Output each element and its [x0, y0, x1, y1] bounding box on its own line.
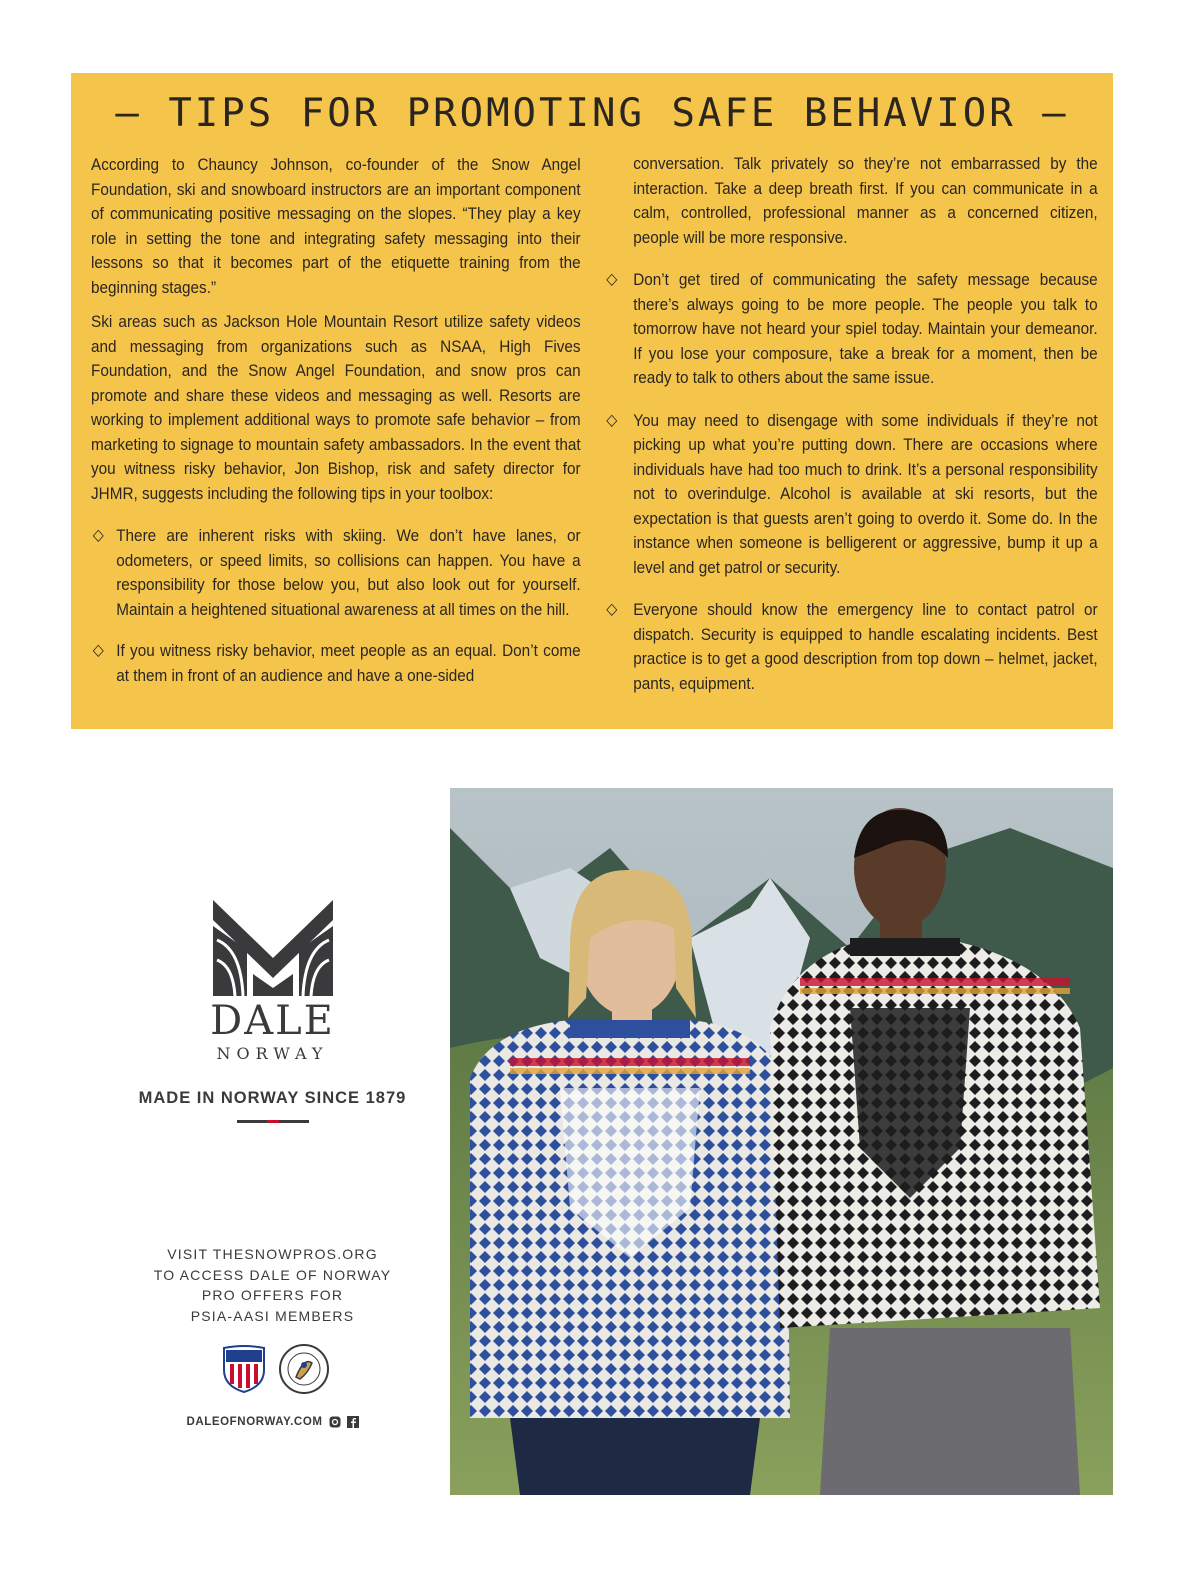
brand-name: DALE — [210, 998, 335, 1044]
offer-line-4: PSIA-AASI MEMBERS — [190, 1307, 355, 1324]
diamond-bullet-icon: ◇ — [92, 642, 104, 659]
tips-title: – TIPS FOR PROMOTING SAFE BEHAVIOR – — [115, 91, 1069, 136]
website-footer — [120, 1416, 425, 1428]
tagline-divider — [120, 1120, 425, 1123]
tips-right-column — [608, 152, 1098, 713]
tip-bullet-3-text: Don’t get tired of communicating the safety message because there’s always going to be more people. The people you talk to tomorrow have not heard your spiel today. Maintain your demeanor. If you lose your composure, take a break for a moment, then be ready to talk to others about the same issue. — [633, 270, 1098, 387]
instagram-icon[interactable] — [329, 1416, 341, 1428]
ad-photo-models-in-sweaters — [450, 788, 1113, 1495]
intro-paragraph-1: According to Chauncy Johnson, co-founder of the Snow Angel Foundation, ski and snowboard instructors are an important component of communicating positive messaging on the slopes. “They play a key role in setting the tone and integrating safety messaging into their lessons so that it becomes part of the etiquette training from the beginning stages.” — [91, 155, 581, 297]
tip-bullet-5-text: Everyone should know the emergency line to contact patrol or dispatch. Security is equipped to handle escalating incidents. Best practice is to get a good description from top down – helmet, jacket, pants, equipment. — [633, 600, 1098, 693]
website-link[interactable]: DALEOFNORWAY.COM — [186, 1416, 323, 1428]
tip-bullet-2-text-start: If you witness risky behavior, meet people as an equal. Don’t come at them in front of an audience and have a one-sided — [116, 641, 581, 685]
facebook-icon[interactable] — [347, 1416, 359, 1428]
tip-bullet-4-text: You may need to disengage with some individuals if they’re not picking up what you’re putting down. There are occasions where individuals have had too much to drink. It’s a personal responsibility not to overindulge. Alcohol is available at ski resorts, but the expectation is that guests aren’t going to overdo it. Some do. In the instance when someone is belligerent or aggressive, bump it up a level and get patrol or security. — [633, 410, 1098, 577]
brand-subtitle: NORWAY — [216, 1044, 329, 1063]
tips-left-column — [91, 153, 581, 688]
diamond-bullet-icon: ◇ — [606, 271, 618, 288]
tip-bullet-2-text-end: conversation. Talk privately so they’re not embarrassed by the interaction. Take a deep breath first. If you can communicate in a calm, controlled, professional manner as a concerned citizen, people will be more responsive. — [633, 154, 1098, 247]
tip-bullet-2 — [91, 639, 581, 688]
tip-bullet-1 — [91, 524, 581, 622]
brand-tagline: MADE IN NORWAY SINCE 1879 — [138, 1089, 407, 1107]
psia-shield-icon — [220, 1344, 268, 1394]
tip-bullet-4 — [608, 409, 1098, 581]
tip-bullet-3 — [608, 268, 1098, 391]
aasi-seal-icon — [278, 1343, 330, 1395]
diamond-bullet-icon: ◇ — [92, 527, 104, 544]
intro-paragraph-2: Ski areas such as Jackson Hole Mountain Resort utilize safety videos and messaging from organizations such as NSAA, High Fives Foundation, and the Snow Angel Foundation, and snow pros can promote and share these videos and messaging as well. Resorts are working to implement additional ways to promote safe behavior – from marketing to signage to mountain safety ambassadors. In the event that you witness risky behavior, Jon Bishop, risk and safety director for JHMR, suggests including the following tips in your toolbox: — [91, 312, 581, 503]
tip-bullet-5 — [608, 598, 1098, 696]
tip-bullet-1-text: There are inherent risks with skiing. We don’t have lanes, or odometers, or speed limits, so collisions can happen. You have a responsibility for those below you, but also look out for yourself. Maintain a heightened situational awareness at all times on the hill. — [116, 526, 581, 619]
tip-bullet-2-continued — [608, 152, 1098, 250]
dale-norway-ad-brand — [120, 900, 425, 1123]
offer-line-2: TO ACCESS DALE OF NORWAY — [153, 1266, 392, 1283]
member-offer-text — [120, 1244, 425, 1326]
diamond-bullet-icon: ◇ — [606, 411, 618, 429]
diamond-bullet-icon: ◇ — [606, 601, 618, 618]
offer-line-1: VISIT THESNOWPROS.ORG — [167, 1246, 378, 1262]
association-badges — [220, 1343, 330, 1395]
safety-tips-box — [71, 73, 1113, 729]
dale-norway-logo-icon — [120, 900, 425, 996]
offer-line-3: PRO OFFERS FOR — [201, 1287, 344, 1303]
